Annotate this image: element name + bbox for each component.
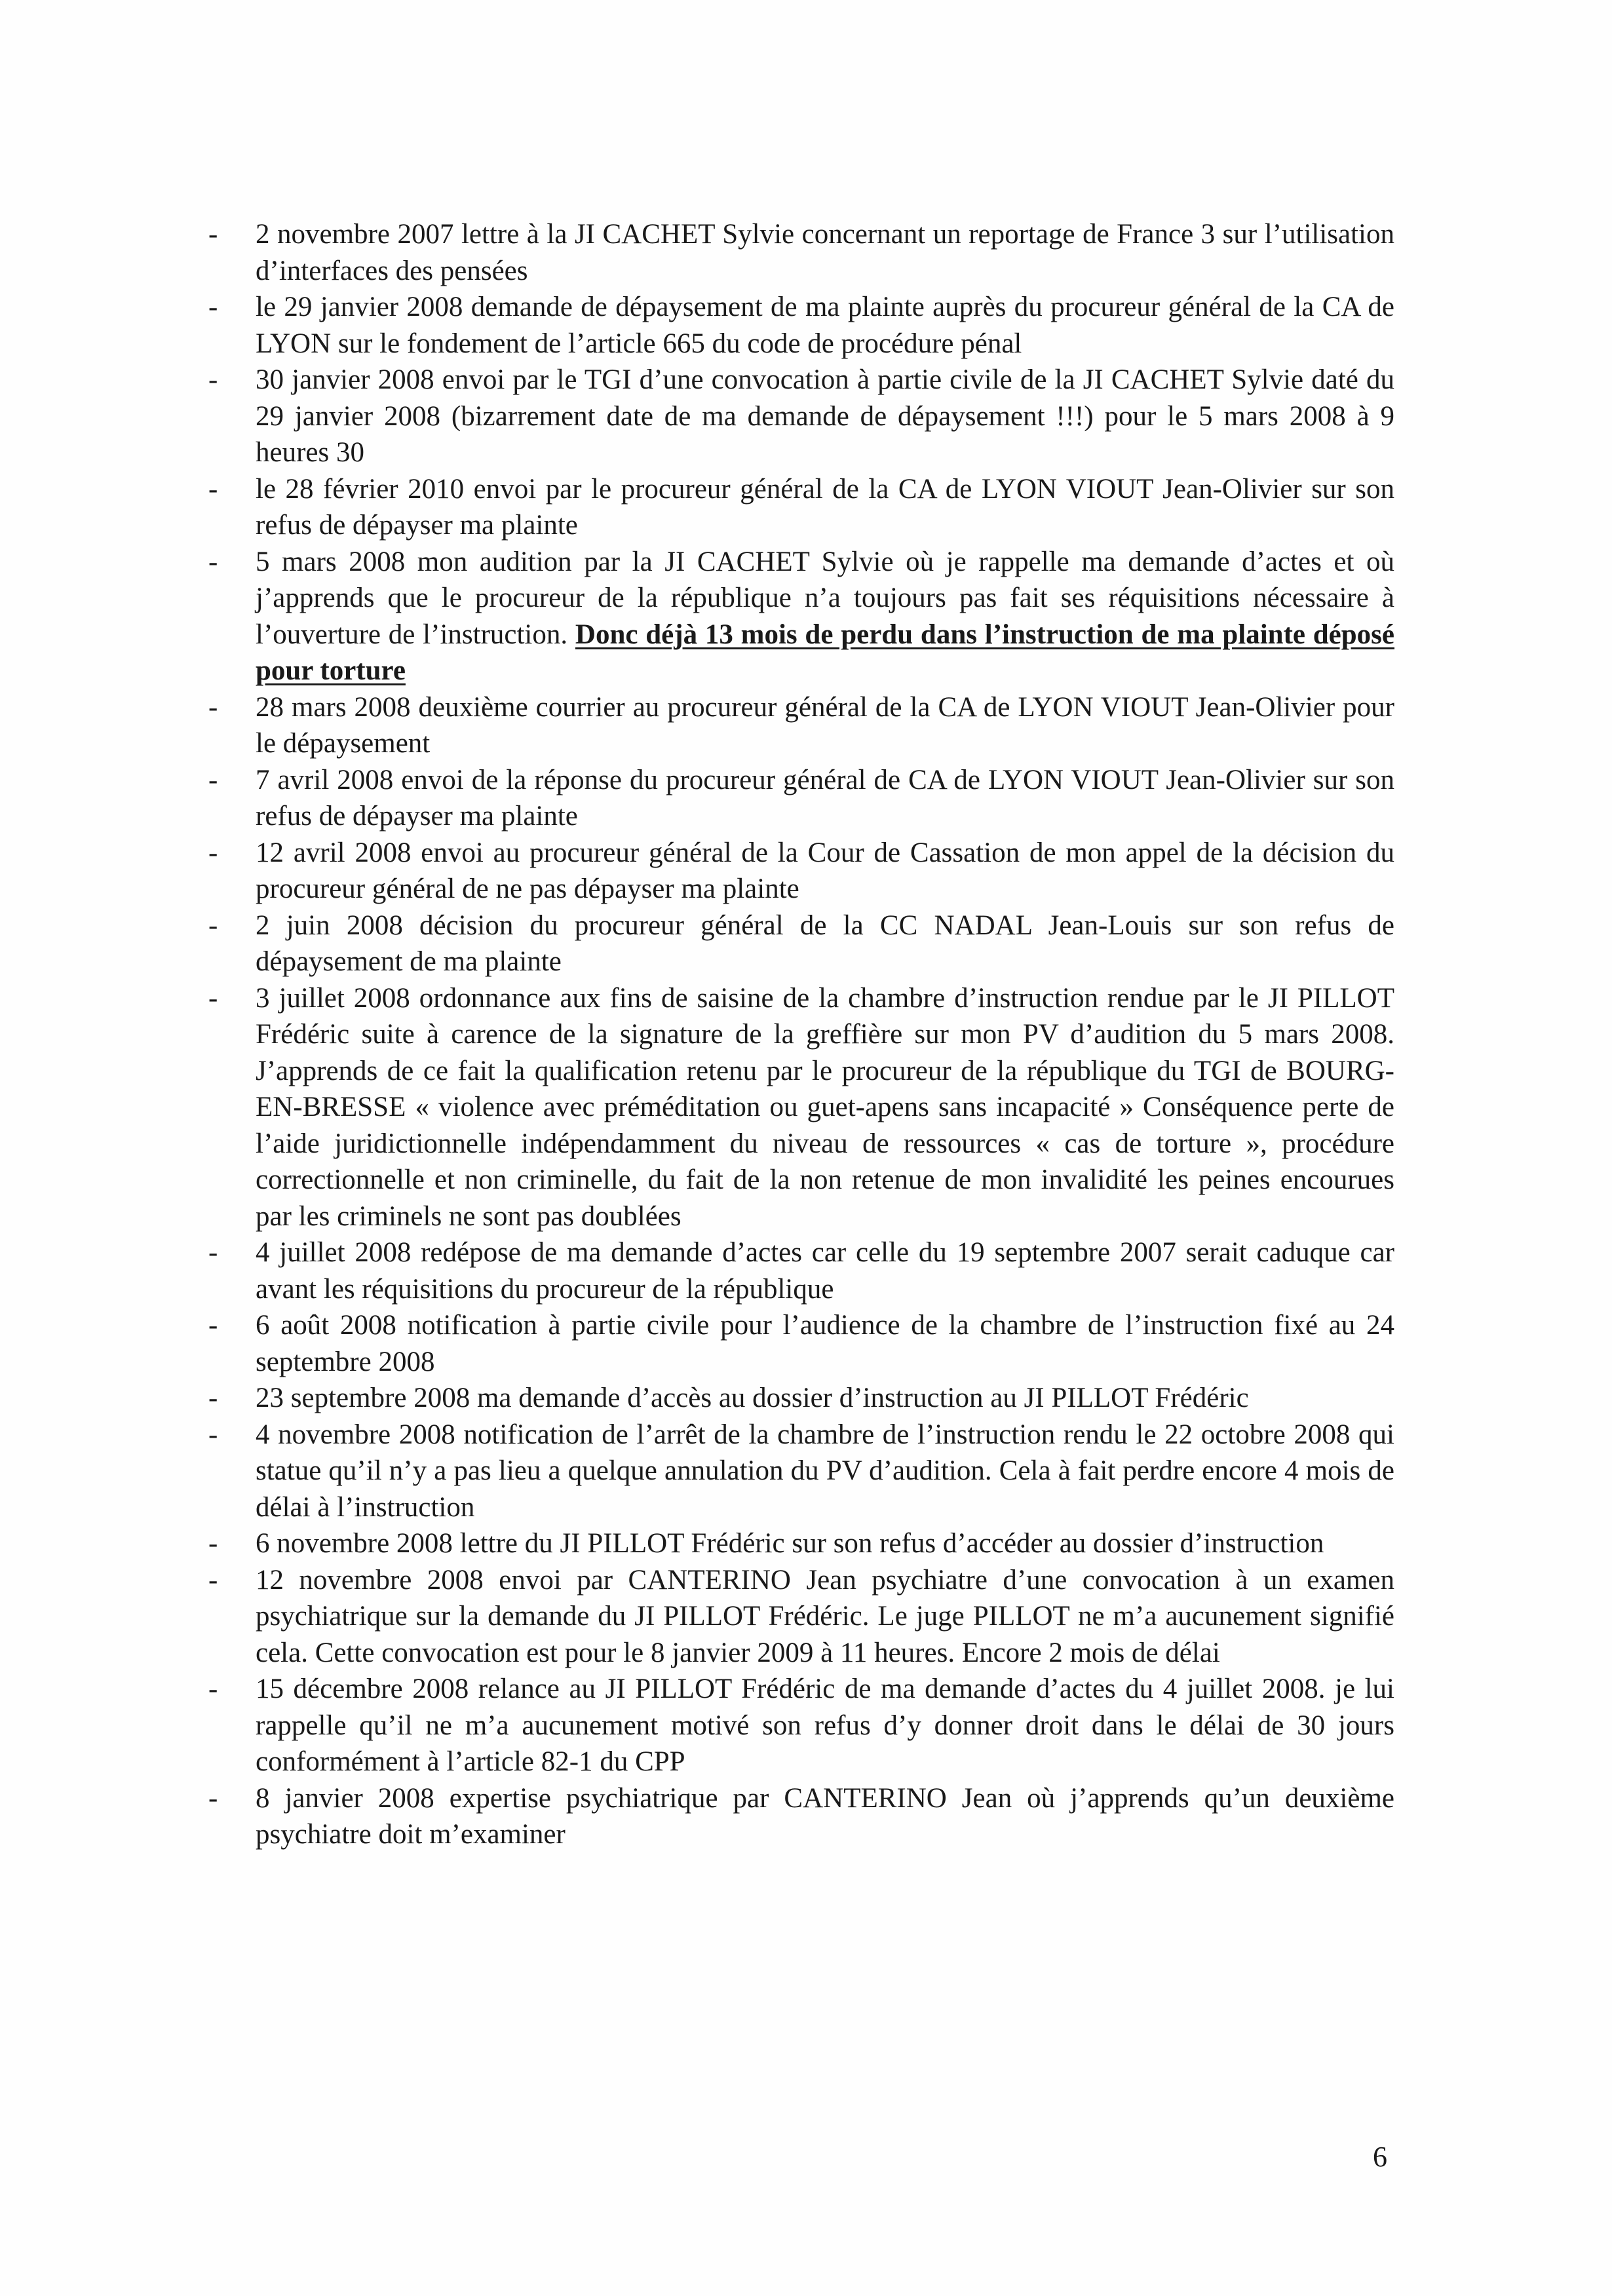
list-item — [208, 1671, 1394, 1780]
entry-text: 2 novembre 2007 lettre à la JI CACHET Sylvie concernant un reportage de France 3 sur l’utilisation d’interfaces des pensées — [256, 219, 1394, 286]
bullet-dash: - — [208, 292, 218, 322]
bullet-dash: - — [208, 909, 218, 941]
bullet-dash: - — [208, 1564, 218, 1596]
bullet-dash: - — [208, 1782, 218, 1814]
list-item — [208, 835, 1394, 908]
bullet-dash: - — [208, 364, 218, 395]
bullet-dash: - — [208, 764, 218, 795]
list-item — [208, 1380, 1394, 1417]
bullet-dash: - — [208, 982, 218, 1014]
bullet-dash: - — [208, 219, 218, 250]
entry-text: 6 août 2008 notification à partie civile pour l’audience de la chambre de l’instruction fixé au 24 septembre 2008 — [256, 1310, 1394, 1377]
bullet-dash: - — [208, 1237, 218, 1268]
entry-text-plain: 5 mars 2008 mon audition par la JI CACHET Sylvie où je rappelle ma demande d’actes et où j’apprends que le procureur de la république n’a toujours pas fait ses réquisitions nécessaire à l’ouverture de l’instruction. — [256, 546, 1394, 650]
list-item — [208, 1525, 1394, 1562]
entry-text — [256, 546, 1394, 687]
list-item — [208, 471, 1394, 544]
entry-text: 3 juillet 2008 ordonnance aux fins de saisine de la chambre d’instruction rendue par le JI PILLOT Frédéric suite à carence de la signature de la greffière sur mon PV d’audition du 5 mars 2008. J’apprends de ce fait la qualification retenu par le procureur de la république du TGI de BOURG-EN-BRESSE « violence avec préméditation ou guet-apens sans incapacité » Conséquence perte de l’aide juridictionnelle indépendamment du niveau de ressources « cas de torture », procédure correctionnelle et non criminelle, du fait de la non retenue de mon invalidité les peines encourues par les criminels ne sont pas doublées — [256, 982, 1394, 1232]
list-item — [208, 362, 1394, 471]
list-item — [208, 689, 1394, 762]
list-item — [208, 908, 1394, 980]
list-item — [208, 216, 1394, 289]
entry-text: 4 novembre 2008 notification de l’arrêt de la chambre de l’instruction rendu le 22 octobre 2008 qui statue qu’il n’y a pas lieu a quelque annulation du PV d’audition. Cela à fait perdre encore 4 mois de délai à l’instruction — [256, 1419, 1394, 1523]
bullet-dash: - — [208, 1419, 218, 1450]
entry-text: le 28 février 2010 envoi par le procureur général de la CA de LYON VIOUT Jean-Olivier sur son refus de dépayser ma plainte — [256, 473, 1394, 541]
page-number: 6 — [1373, 2141, 1387, 2173]
list-item — [208, 1417, 1394, 1526]
list-item — [208, 1234, 1394, 1307]
entry-text: 30 janvier 2008 envoi par le TGI d’une convocation à partie civile de la JI CACHET Sylvie daté du 29 janvier 2008 (bizarrement date de ma demande de dépaysement !!!) pour le 5 mars 2008 à 9 heures 30 — [256, 364, 1394, 468]
bullet-dash: - — [208, 1383, 218, 1413]
bullet-dash: - — [208, 546, 218, 577]
entry-text: 2 juin 2008 décision du procureur général de la CC NADAL Jean-Louis sur son refus de dépaysement de ma plainte — [256, 909, 1394, 977]
chronology-list — [208, 216, 1394, 1853]
list-item — [208, 1780, 1394, 1853]
entry-text: 7 avril 2008 envoi de la réponse du procureur général de CA de LYON VIOUT Jean-Olivier sur son refus de dépayser ma plainte — [256, 764, 1394, 832]
bullet-dash: - — [208, 691, 218, 723]
list-item — [208, 762, 1394, 835]
entry-text: 8 janvier 2008 expertise psychiatrique par CANTERINO Jean où j’apprends qu’un deuxième psychiatre doit m’examiner — [256, 1782, 1394, 1850]
list-item — [208, 544, 1394, 689]
bullet-dash: - — [208, 473, 218, 505]
entry-text: 15 décembre 2008 relance au JI PILLOT Frédéric de ma demande d’actes du 4 juillet 2008. je lui rappelle qu’il ne m’a aucunement motivé son refus d’y donner droit dans le délai de 30 jours conformément à l’article 82-1 du CPP — [256, 1674, 1394, 1777]
emphasis-text: Donc déjà 13 mois de perdu dans l’instruction de ma plainte déposé pour torture — [256, 619, 1395, 686]
entry-text: 23 septembre 2008 ma demande d’accès au dossier d’instruction au JI PILLOT Frédéric — [256, 1383, 1249, 1413]
entry-text: 12 novembre 2008 envoi par CANTERINO Jean psychiatre d’une convocation à un examen psychiatrique sur la demande du JI PILLOT Frédéric. Le juge PILLOT ne m’a aucunement signifié cela. Cette convocation est pour le 8 janvier 2009 à 11 heures. Encore 2 mois de délai — [256, 1564, 1394, 1668]
list-item — [208, 980, 1394, 1235]
bullet-dash: - — [208, 1310, 218, 1341]
bullet-dash: - — [208, 1528, 218, 1559]
entry-text: 28 mars 2008 deuxième courrier au procureur général de la CA de LYON VIOUT Jean-Olivier pour le dépaysement — [256, 691, 1394, 759]
entry-text: 6 novembre 2008 lettre du JI PILLOT Frédéric sur son refus d’accéder au dossier d’instruction — [256, 1528, 1324, 1559]
bullet-dash: - — [208, 837, 218, 868]
entry-text: le 29 janvier 2008 demande de dépaysement de ma plainte auprès du procureur général de la CA de LYON sur le fondement de l’article 665 du code de procédure pénal — [256, 292, 1394, 359]
list-item — [208, 1562, 1394, 1672]
entry-text: 12 avril 2008 envoi au procureur général de la Cour de Cassation de mon appel de la décision du procureur général de ne pas dépayser ma plainte — [256, 837, 1394, 904]
list-item — [208, 289, 1394, 362]
list-item — [208, 1307, 1394, 1380]
entry-text: 4 juillet 2008 redépose de ma demande d’actes car celle du 19 septembre 2007 serait caduque car avant les réquisitions du procureur de la république — [256, 1237, 1394, 1305]
bullet-dash: - — [208, 1674, 218, 1704]
